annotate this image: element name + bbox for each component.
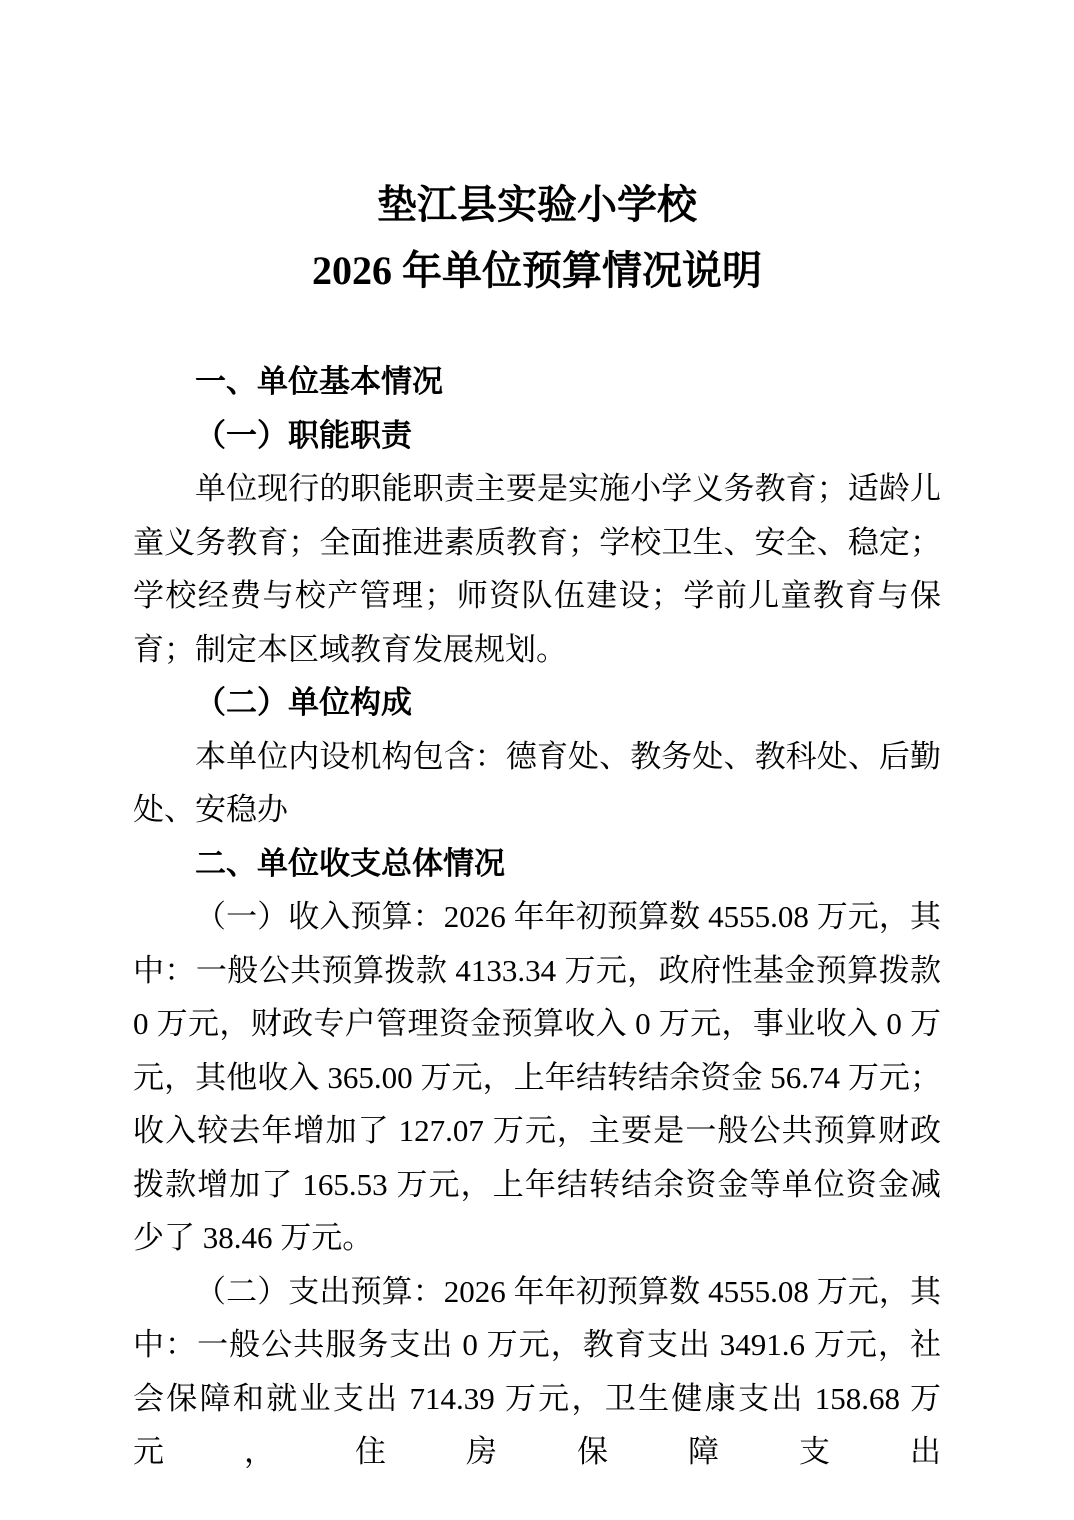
document-title-line1: 垫江县实验小学校 (377, 182, 697, 227)
section-heading-unit-basic-info: 一、单位基本情况 (195, 364, 443, 399)
document-title (133, 172, 941, 304)
paragraph-duties-description: 单位现行的职能职责主要是实施小学义务教育；适龄儿童义务教育；全面推进素质教育；学校卫生、安全、稳定；学校经费与校产管理；师资队伍建设；学前儿童教育与保育；制定本区域教育发展规划。 (133, 471, 941, 667)
document-title-line2: 2026 年单位预算情况说明 (312, 248, 762, 293)
subsection-heading-duties: （一）职能职责 (195, 417, 412, 453)
section-heading-revenue-expenditure-overview: 二、单位收支总体情况 (195, 845, 505, 881)
paragraph-unit-composition: 本单位内设机构包含：德育处、教务处、教科处、后勤处、安稳办 (133, 738, 941, 827)
subsection-heading-unit-composition: （二）单位构成 (195, 685, 412, 720)
paragraph-revenue-budget: （一）收入预算：2026 年年初预算数 4555.08 万元，其中：一般公共预算拨款 4133.34 万元，政府性基金预算拨款 0 万元，财政专户管理资金预算收入 0 万元，事业收入 0 万元，其他收入 365.00 万元，上年结转结余资金 56.74 万元；收入较去年增加了 127.07 万元，主要是一般公共预算财政拨款增加了 165.53 万元，上年结转结余资金等单位资金减少了 38.46 万元。 (133, 899, 941, 1255)
paragraph-expenditure-budget: （二）支出预算：2026 年年初预算数 4555.08 万元，其中：一般公共服务支出 0 万元，教育支出 3491.6 万元，社会保障和就业支出 714.39 万元，卫生健康支出 158.68 万元，住房保障支出 (133, 1273, 941, 1469)
